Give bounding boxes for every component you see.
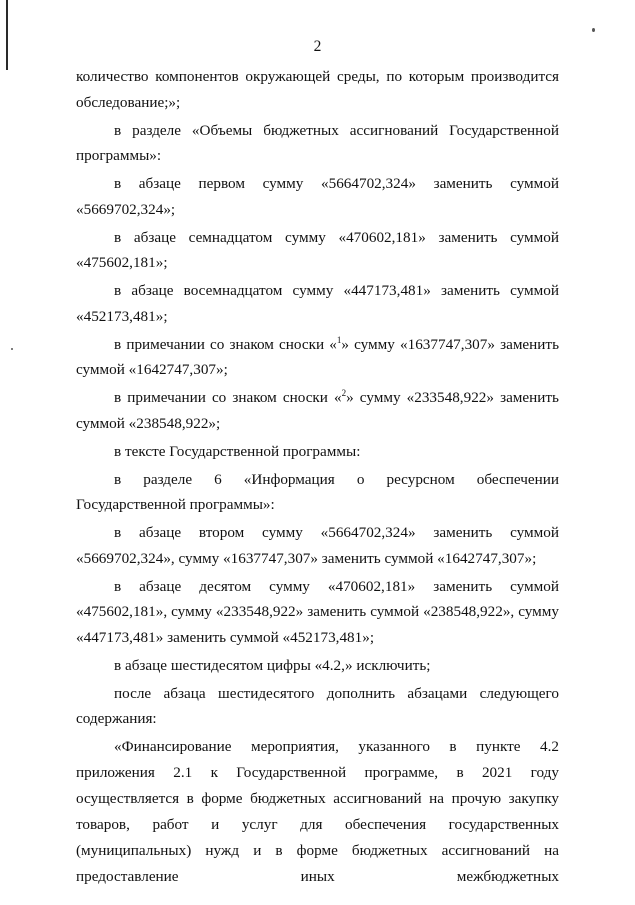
paragraph-5: в абзаце восемнадцатом сумму «447173,481» заменить суммой «452173,481»; [76,282,559,325]
paragraph-13: после абзаца шестидесятого дополнить абзацами следующего содержания: [76,684,559,727]
paragraph-3: в абзаце первом сумму «5664702,324» заменить суммой «5669702,324»; [76,175,559,218]
paragraph-12: в абзаце шестидесятом цифры «4.2,» исключить; [114,656,431,674]
footnote-text-after: » сумму «1637747,307» заменить суммой «1642747,307»; [76,335,559,378]
footnote-text-after: » сумму «233548,922» заменить суммой «238548,922»; [76,389,559,432]
paragraph-2: в разделе «Объемы бюджетных ассигнований Государственной программы»: [76,121,559,164]
scan-speck [592,28,595,32]
paragraph-11: в абзаце десятом сумму «470602,181» заменить суммой «475602,181», сумму «233548,922» заменить суммой «238548,922», сумму «447173,481» заменить суммой «452173,481»; [76,577,559,646]
paragraph-1: количество компонентов окружающей среды, по которым производится обследование;»; [76,68,559,111]
document-body [76,64,559,893]
paragraph-10: в абзаце втором сумму «5664702,324» заменить суммой «5669702,324», сумму «1637747,307» заменить суммой «1642747,307»; [76,524,559,567]
scan-speck [11,348,13,350]
scan-edge-line [6,0,8,70]
paragraph-7 [76,385,559,436]
paragraph-8: в тексте Государственной программы: [114,442,361,460]
paragraph-4: в абзаце семнадцатом сумму «470602,181» заменить суммой «475602,181»; [76,228,559,271]
footnote-text-before: в примечании со знаком сноски « [114,389,342,406]
paragraph-9: в разделе 6 «Информация о ресурсном обеспечении Государственной программы»: [76,470,559,513]
footnote-text-before: в примечании со знаком сноски « [114,335,337,353]
paragraph-14: «Финансирование мероприятия, указанного в пункте 4.2 приложения 2.1 к Государственной программе, в 2021 году осуществляется в форме бюджетных ассигнований на прочую закупку товаров, работ и услуг для обеспечения государственных (муниципальных) нужд и в форме бюджетных ассигнований на предоставление иных межбюджетных [76,738,559,885]
paragraph-6 [76,332,559,383]
page-number: 2 [313,38,322,55]
footnote-mark: 2 [341,388,347,398]
footnote-mark: 1 [336,334,342,345]
